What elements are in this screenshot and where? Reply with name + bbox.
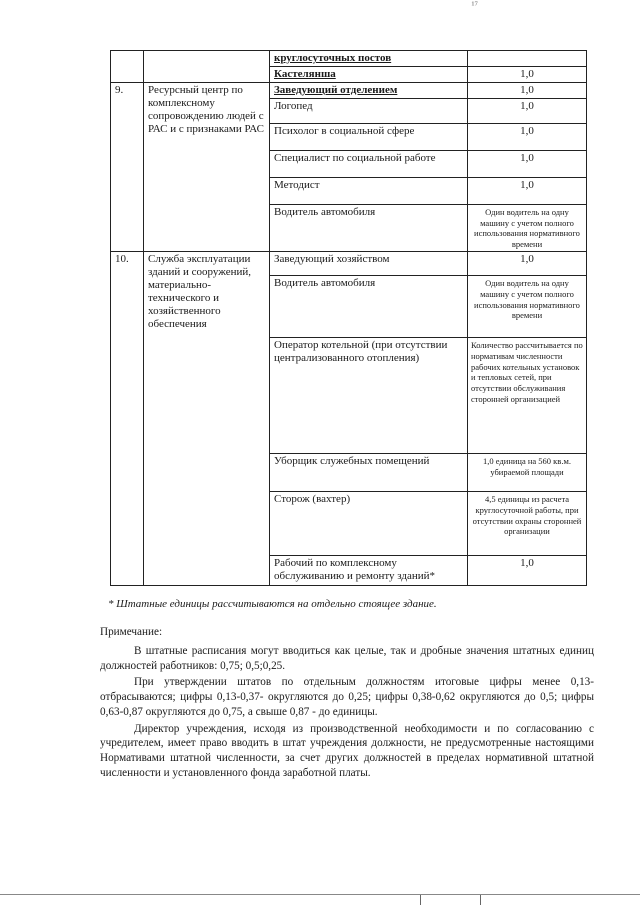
unit-name: Ресурсный центр по комплексному сопровождению людей с РАС и с признаками РАС: [144, 82, 270, 251]
position-name: Методист: [270, 177, 468, 204]
staff-quantity: Один водитель на одну машину с учетом полного использования нормативного времени: [468, 204, 587, 252]
position-name: Уборщик служебных помещений: [270, 454, 468, 492]
staff-quantity: 1,0: [468, 82, 587, 98]
table-row: [111, 252, 587, 276]
note-title: Примечание:: [100, 626, 163, 638]
position-name: Кастелянша: [270, 66, 468, 82]
staff-quantity: 1,0: [468, 98, 587, 123]
staff-quantity: Количество рассчитывается по нормативам численности рабочих котельных установок и тепловых сетей, при отсутствии обслуживания сторонней организацией: [468, 338, 587, 454]
position-name: Заведующий хозяйством: [270, 252, 468, 276]
staff-quantity: 1,0: [468, 66, 587, 82]
staff-quantity: Один водитель на одну машину с учетом полного использования нормативного времени: [468, 276, 587, 338]
position-name: Оператор котельной (при отсутствии централизованного отопления): [270, 338, 468, 454]
unit-name: Служба эксплуатации зданий и сооружений, материально-технического и хозяйственного обеспечения: [144, 252, 270, 586]
position-name: Сторож (вахтер): [270, 492, 468, 556]
position-name: Специалист по социальной работе: [270, 150, 468, 177]
staff-quantity: [468, 51, 587, 67]
scan-edge-mark: [420, 895, 421, 905]
position-name: круглосуточных постов: [270, 51, 468, 67]
note-paragraph: Директор учреждения, исходя из производственной необходимости и по согласованию с учредителем, имеет право вводить в штат учреждения должности, не предусмотренные настоящими Нормативами штатной численности, за счет других должностей в пределах нормативной штатной численности и установленного фонда заработной платы.: [100, 722, 594, 780]
staff-quantity: 1,0: [468, 123, 587, 150]
staff-quantity: 1,0: [468, 556, 587, 586]
unit-name: [144, 51, 270, 83]
row-number: 10.: [111, 252, 144, 586]
footnote: * Штатные единицы рассчитываются на отдельно стоящее здание.: [108, 598, 437, 610]
scan-edge-line: [0, 894, 640, 895]
staff-quantity: 1,0: [468, 177, 587, 204]
table-row: [111, 82, 587, 98]
note-paragraph: При утверждении штатов по отдельным должностям итоговые цифры менее 0,13- отбрасываются; цифры 0,13-0,37- округляются до 0,25; цифры 0,38-0,62 округляются до 0,5; цифры 0,63-0,87 округляются до 0,75, а свыше 0,87 - до единицы.: [100, 676, 594, 718]
position-name: Водитель автомобиля: [270, 204, 468, 252]
table-row: [111, 51, 587, 67]
position-name: Заведующий отделением: [270, 82, 468, 98]
staff-quantity: 1,0 единица на 560 кв.м. убираемой площади: [468, 454, 587, 492]
row-number: [111, 51, 144, 83]
staff-quantity: 4,5 единицы из расчета круглосуточной работы, при отсутствии охраны сторонней организации: [468, 492, 587, 556]
position-name: Рабочий по комплексному обслуживанию и ремонту зданий*: [270, 556, 468, 586]
page-number-mark: ¹⁷: [471, 0, 478, 11]
position-name: Водитель автомобиля: [270, 276, 468, 338]
staff-quantity: 1,0: [468, 252, 587, 276]
note-section: [100, 625, 594, 783]
scan-edge-mark: [480, 895, 481, 905]
staffing-table: [110, 50, 587, 586]
position-name: Логопед: [270, 98, 468, 123]
position-name: Психолог в социальной сфере: [270, 123, 468, 150]
note-paragraph: В штатные расписания могут вводиться как целые, так и дробные значения штатных единиц должностей работников: 0,75; 0,5;0,25.: [100, 644, 594, 672]
row-number: 9.: [111, 82, 144, 251]
staff-quantity: 1,0: [468, 150, 587, 177]
